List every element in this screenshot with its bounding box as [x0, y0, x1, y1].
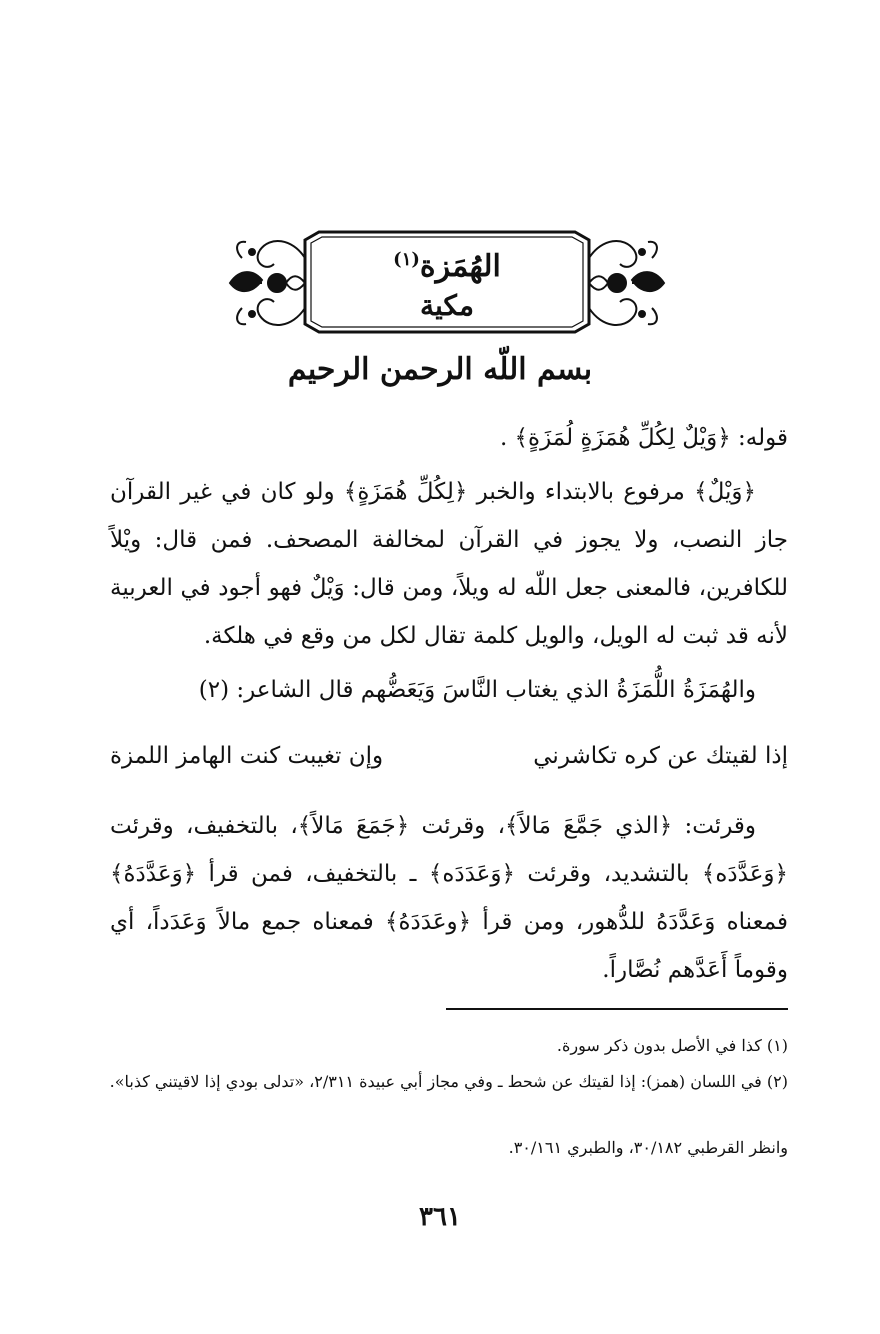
paragraph-readings: وقرئت: ﴿الذي جَمَّعَ مَالاً﴾، وقرئت ﴿جَمَعَ مَالاً﴾، بالتخفيف، وقرئت ﴿وَعَدَّدَه﴾ بالتشديد، وقرئت ﴿وَعَدَدَه﴾ ـ بالتخفيف، فمن قرأ ﴿وَعَدَّدَهُ﴾ فمعناه وَعَدَّدَهُ للدُّهور، ومن قرأ ﴿وعَدَدَهُ﴾ فمعناه جمع مالاً وَعَدَداً، أي وقوماً أَعَدَّهم نُصَّاراً.	[110, 813, 788, 983]
verse-first-hemistich: إذا لقيتك عن كره تكاشرني	[533, 743, 788, 769]
paragraph-grammar: ﴿وَيْلٌ﴾ مرفوع بالابتداء والخبر ﴿لِكُلِّ هُمَزَةٍ﴾ ولو كان في غير القرآن جاز النصب، ولا يجوز في القرآن لمخالفة المصحف. فمن قال: ويْلاً للكافرين، فالمعنى جعل اللّه له ويلاً، ومن قال: وَيْلٌ فهو أجود في العربية لأنه قد ثبت له الويل، والويل كلمة تقال لكل من وقع في هلكة.	[110, 479, 788, 649]
page-number: ٣٦١	[419, 1202, 461, 1232]
basmala: بسم اللّه الرحمن الرحيم	[287, 352, 593, 387]
footnote-2: (٢) في اللسان (همز): إذا لقيتك عن شحط ـ وفي مجاز أبي عبيدة ٢/٣١١، «تدلى بودي إذا لاقيتني كذبا».	[109, 1072, 788, 1091]
paragraph-verse-quote: قوله: ﴿وَيْلٌ لِكُلِّ هُمَزَةٍ لُمَزَةٍ﴾ .	[499, 425, 788, 451]
surah-title-box	[305, 232, 589, 332]
title-footnote-marker: (١)	[393, 248, 420, 270]
verse-second-hemistich: وإن تغيبت كنت الهامز اللمزة	[110, 743, 384, 769]
footnote-3: وانظر القرطبي ٣٠/١٨٢، والطبري ٣٠/١٦١.	[508, 1138, 788, 1157]
footnote-separator	[446, 1008, 788, 1010]
surah-name: الهُمَزة	[419, 248, 501, 284]
surah-title	[393, 240, 501, 287]
poetry-verse	[110, 732, 788, 780]
paragraph-meaning: والهُمَزَةُ اللُّمَزَةُ الذي يغتاب النَّاسَ وَيَعَضُّهم قال الشاعر: (٢)	[198, 677, 756, 703]
left-floral-ornament	[230, 241, 305, 325]
surah-title-cartouche	[222, 228, 672, 340]
revelation-place: مكية	[420, 288, 474, 322]
right-floral-ornament	[589, 241, 664, 325]
footnote-1: (١) كذا في الأصل بدون ذكر سورة.	[556, 1036, 788, 1055]
